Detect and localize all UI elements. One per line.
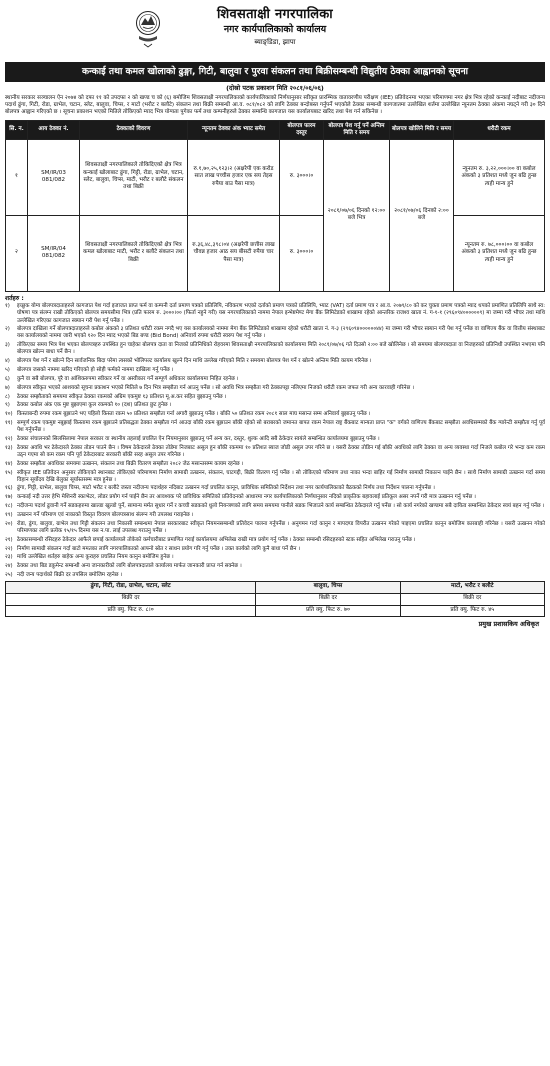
term-text: ठेक्का कबोल अंक एक मुष्ट बुझाएमा कुल रकमको १० (दश) प्रतिशत छुट हुनेछ । bbox=[17, 402, 172, 409]
col-submission: बोलपत्र पेश गर्नु पर्ने अन्तिम मिति र समय bbox=[324, 120, 390, 139]
col-code: आय ठेक्का नं. bbox=[28, 120, 80, 139]
col-description: ठेक्काको विवरण bbox=[80, 120, 188, 139]
office-location: ब्याङ्डिडा, झापा bbox=[254, 37, 296, 46]
term-number: २३) bbox=[5, 554, 13, 561]
rate-value: प्रति क्यु. फिट रु. ४५ bbox=[400, 605, 544, 617]
term-text: ठेक्का अवधि भर ठेकेदारले ठेक्का तोडन पाउने छैन । विषम ठेकेदारले ठेक्का तोडेमा निजबाट असुल हुन बाँकी रकममा १० प्रतिशत ब्याज जोडी असुल उपर गरिने छ । यसरी ठेक्का तोडिन गई बाँकी अवधिको लागि ठेक्का वा अन्य व्यवस्था गर्दा निजले कबोल गरे भन्दा कम रकम उठ्न गएमा सो कम रकम पनि पूर्व ठेकेदारबाट सरकारी बाँकी सरह असुल उपर गरिनेछ । bbox=[17, 444, 545, 458]
list-item bbox=[5, 546, 545, 553]
rates-table bbox=[5, 581, 545, 617]
term-text: कुनै वा सबै बोलपत्र, पूरै वा आंशिकरुपमा स्वीकार गर्ने वा अस्वीकार गर्ने सम्पूर्ण अधिकार कार्यालयमा निहित रहनेछ । bbox=[17, 375, 239, 382]
term-text: ठेक्का संचालनको सिलसिलामा नेपाल सरकार वा स्थानीय तहलाई प्रचलित ऐन नियमानुसार बुझाउनु पर्ने अन्य कर, दस्तुर, शुल्क आदि सबै ठेकेदार स्वयंले सम्बन्धित कार्यालयमा बुझाउनु पर्नेछ । bbox=[17, 435, 380, 442]
rate-label: बिक्री दर bbox=[6, 593, 256, 605]
list-item bbox=[5, 376, 545, 383]
term-text: उत्खनन गर्ने परिमाण एवं नाकाको विस्तृत विवरण बोलपत्रसाथ संलग्न गरी उपलब्ध गराइनेछ । bbox=[17, 511, 194, 518]
term-text: माथि उल्लेखित शर्तहरु बाहेक अन्य कुराहरु प्रचलित नियम कानुन बमोजिम हुनेछ । bbox=[17, 554, 174, 561]
term-number: १) bbox=[5, 303, 10, 310]
table-row bbox=[6, 605, 545, 617]
rates-header-row bbox=[6, 581, 545, 593]
rate-label: बिक्री दर bbox=[256, 593, 400, 605]
term-text: तोकिएका समय भित्र पेश भएका बोलपत्रहरु उपस्थित हुन चाहेका बोलपत्र दाता वा निजको प्रतिनिधिको रोहवरमा शिवसताक्षी नगरपालिकाको कार्यालयमा मिति २०८१/०७/०६ गते दिउसो २:०० बजे खोलिनेछ । सो समयमा बोलपत्रदाता वा निजहरुको प्रतिनिधी उपस्थित नभएमा पनि बोलपत्र खोल्न बाधा पर्ने छैन । bbox=[17, 342, 545, 356]
term-text: कन्काई नदी उत्तर हेभि मेशिनरी स्काभेटर, लोडर प्रयोग गर्न पाईने छैन तर आवश्यक परे प्राविधिक समितिको प्रतिवेदनको आधारमा नगर कार्यपालिकाको निर्णयानुसार नदिको प्राकृतिक बहावलाई प्रतिकूल असर नपर्ने गरी मात्र उत्खनन गर्नु पर्नेछ । bbox=[17, 494, 476, 501]
term-text: बोलपत्र जसको नाममा खरिद गरिएको हो सोही फर्मको नाममा दाखिला गर्नु पर्नेछ । bbox=[17, 366, 174, 373]
list-item bbox=[5, 303, 545, 324]
term-number: ११) bbox=[5, 420, 13, 427]
tender-table-header bbox=[6, 120, 545, 139]
list-item bbox=[5, 554, 545, 561]
list-item bbox=[5, 470, 545, 484]
submission-deadline: २०८१/०७/०६ दिनको १२:०० बजे भित्र bbox=[324, 139, 390, 291]
term-text: नदी जन्य पदार्थको बिक्री दर तपसिल बमोजिम रहनेछ । bbox=[17, 572, 123, 579]
term-number: ४) bbox=[5, 358, 10, 365]
row-code: SM/IR/03 081/082 bbox=[28, 139, 80, 215]
rate-col-soil: माटो, भरौट र बलौटे bbox=[400, 581, 544, 593]
list-item bbox=[5, 445, 545, 459]
tender-table bbox=[5, 120, 545, 292]
row-form-fee: रु. ३०००।० bbox=[280, 139, 324, 215]
list-item bbox=[5, 394, 545, 401]
list-item bbox=[5, 326, 545, 340]
list-item bbox=[5, 402, 545, 409]
term-number: २) bbox=[5, 326, 10, 333]
term-number: १६) bbox=[5, 485, 13, 492]
office-name: नगर कार्यपालिकाको कार्यालय bbox=[223, 24, 327, 36]
term-number: १८) bbox=[5, 503, 13, 510]
term-number: ३) bbox=[5, 342, 10, 349]
list-item bbox=[5, 385, 545, 392]
term-text: नदीजन्य पदार्थ ढुवानी गर्ने सडकहरुमा खाल्डा खुल्डो पुर्ने, सामान्य मर्मत सुधार गर्ने र कच्ची सडकको धुलो नियन्त्रणको लागि समय समयमा पानीले सडक भिजाउने कार्य सम्बन्धित ठेकेदारले गर्नु पर्नेछ । सो कार्य नगरेको खण्डमा सबै दायित्व सम्बन्धित ठेकेदार स्वयं बहन गर्नु पर्नेछ । bbox=[17, 503, 545, 510]
term-number: १७) bbox=[5, 494, 13, 501]
notice-title: कन्काई तथा कमल खोलाको ढुङ्गा, गिटी, बालुवा र पुरवा संकलन तथा बिक्रीसम्बन्धी विद्युतीय ठेक्का आह्वानको सूचना bbox=[5, 62, 545, 82]
terms-list bbox=[5, 303, 545, 579]
rate-value: प्रति क्यु. फिट रु. ८।० bbox=[6, 605, 256, 617]
rate-col-sand: बालुवा, चिप्स bbox=[256, 581, 400, 593]
list-item bbox=[5, 521, 545, 535]
term-text: बोलपत्र स्वीकृत भएको आशयको सूचना प्रकाशन भएको मितिले ७ दिन भित्र सम्झौता गर्न आउनु पर्नेछ । सो अवधि भित्र सम्झौता गरी ठेक्कापट्टा नलिएमा निजको धरौटी रकम जफत गरी अन्य कारवाही गरिनेछ । bbox=[17, 384, 414, 391]
term-text: सम्पूर्ण रकम एकमुष्ट नबुझाई किस्तामा रकम बुझाउने प्रतिबद्धता ठेक्का सम्झौता गर्न आउदा बाँकी रकम बुझाउन बाँकी रहेको सो बराबरको जमानत बापत रकम नेपाल राष्ट्र बैंकबाट मान्यता प्राप्त "क" वर्गको वाणिज्य बैंकबाट सम्झौता अवधिसम्मको बैंक ग्यारेन्टी सम्झौता गर्नु पूर्व पेश गर्नुपर्नेछ । bbox=[17, 420, 545, 434]
term-number: २४) bbox=[5, 563, 13, 570]
signoff: प्रमुख प्रशासकिय अधिकृत bbox=[478, 620, 539, 629]
term-number: २५) bbox=[5, 572, 13, 579]
row-deposit: न्यूनतम रु. ३,२२,०००।०० वा कबोल अंकको ३ प्रतिशत मध्ये जुन बढि हुन्छ त्यही मान्य हुने bbox=[454, 139, 545, 215]
row-min-amount: रु.१,७०,२५,१२३।२ (अक्षरेपी एक करोड सात लाख पच्चीस हजार एक सय तेइस रुपैया बाउ पैसा मात्र) bbox=[188, 139, 280, 215]
row-sn: १ bbox=[6, 139, 28, 215]
term-number: ८) bbox=[5, 393, 10, 400]
term-number: ९) bbox=[5, 402, 10, 409]
rate-label: बिक्री दर bbox=[400, 593, 544, 605]
col-min-amount: न्यूनतम ठेक्का अंक भ्याट समेत bbox=[188, 120, 280, 139]
row-description: शिवसताक्षी नगरपालिकाले तोकिदिएको क्षेत्र भित्र कमल खोलाबाट माटी, भरौट र बलौटे संकलन तथा बिक्री bbox=[80, 215, 188, 291]
term-number: १३) bbox=[5, 444, 13, 451]
list-item bbox=[5, 420, 545, 434]
row-description: शिवसताक्षी नगरपालिकाले तोकिदिएको क्षेत्र भित्र कन्काई खोलाबाट ढुंगा, गिट्टी, रोडा, ग्राभेल, चटान, स्लेट, बालुवा, चिप्स, माटी, भरौट र बलौटे संकलन तथा बिक्री bbox=[80, 139, 188, 215]
col-sn: सि. न. bbox=[6, 120, 28, 139]
term-number: ५) bbox=[5, 366, 10, 373]
term-number: ६) bbox=[5, 375, 10, 382]
term-text: ठेक्का तथा बिड डकुमेन्ट सम्बन्धी अन्य जानकारीको लागि बोलपत्रदाताले कार्यालय मार्फत जानकारी प्राप्त गर्न सक्नेछ । bbox=[17, 563, 242, 570]
list-item bbox=[5, 485, 545, 492]
rate-col-stone: ढुंगा, गिटी, रोडा, ग्राभेल, चटान, स्लेट bbox=[6, 581, 256, 593]
term-text: ढुंगा, गिट्टी, ग्राभेल, बालुवा चिप्स, माटो भरौट र बलौटे जस्ता नदीजन्य पदार्थहरु नदिबाट उत्खनन गर्दा प्रचलित कानून, प्राविधिक समितिको निर्देशन तथा नगर कार्यपालिकाको बैठकको निर्णय तथा निर्देशन पालना गर्नुपर्नेछ । bbox=[17, 485, 435, 492]
row-deposit: न्यूनतम रु. ७८,०००।०० वा कबोल अंकको ३ प्रतिशत मध्ये जुन बढि हुन्छ त्यही मान्य हुने bbox=[454, 215, 545, 291]
row-sn: २ bbox=[6, 215, 28, 291]
term-text: बोलपत्र पेश गर्ने र खोल्ने दिन सार्वजनिक बिदा परेमा त्यसको भोलिपल्ट कार्यालय खुल्ने दिन माथि उल्लेख गरिएको मिति र समयमा बोलपत्र पेश गर्ने र खोल्ने अन्तिम मिति कायम गरिनेछ । bbox=[17, 358, 372, 365]
row-form-fee: रु. ३०००।० bbox=[280, 215, 324, 291]
term-text: स्वीकृत IEE प्रतिवेदन अनुसार तोकिएको स्थानबाट तोकिएको परिमाणमा निर्माण सामाग्री उत्खनन, संकलन, घाटगद्दी, बिक्री वितरण गर्नु पर्नेछ । सो तोकिएको परिमाण तथा नाका भन्दा बाहिर गई निर्माण सामाग्री निकाल्न पाईने छैन । साथै निर्माण सामाग्री उत्खनन गर्दा समय विहान सूर्योदय देखि बेलुका सूर्यास्तसम्म मात्र हुनेछ । bbox=[17, 469, 545, 483]
list-item bbox=[5, 572, 545, 579]
list-item bbox=[5, 367, 545, 374]
col-opening: बोलपत्र खोलिने मिति र समय bbox=[390, 120, 454, 139]
list-item bbox=[5, 537, 545, 544]
notice-header bbox=[5, 6, 545, 62]
intro-paragraph: स्थानीय सरकार सञ्चालन ऐन २०७४ को दफा ११ को उपदफा २ को खण्ड च को (६) बमोजिम शिवसताक्षी नगरपालिकाको कार्यपालिकाको निर्णयानुसार स्वीकृत प्रारम्भिक वातावरणीय परीक्षण (IEE) प्रतिवेदनमा भएका परिमाणमा नगर क्षेत्र भित्र रहेको कन्काई नदीबाट नदीजन्य पदार्थ ढुंगा, गिटी, रोडा, ग्राभेल, चटान, स्लेट, बालुवा, चिप्स, र माटो (भरौट र बलौटे) संकलन तथा बिक्री सम्बन्धी आ.व. ०८१/०८२ को लागि ठेक्का बन्दोबस्त गर्नुपर्ने भएकोले ठेक्का सम्बन्धी कागजातमा उल्लेखित शर्तमा उल्लेखित न्यूनतम ठेक्का अंकमा नघट्ने गरी ३० दिने बोलपत्र आह्वान गरिएको छ । सूचना प्रकाशन भएको मितिले तोकिएको म्याद भित्र योग्यता पुगेका फर्म तथा कम्पनीहरुले ठेक्का सम्बन्धि कागजात यस कार्यालयबाट खरिद तथा पेश गर्न सकिनेछ । bbox=[5, 94, 545, 116]
term-text: ठेक्कासम्बन्धी रसिदहरु ठेकेदार आफैले छपाई कार्यालयले तोकेको कर्मचारीबाट प्रमाणित गराई कार्यालयमा अभिलेख राखी मात्र प्रयोग गर्नु पर्नेछ । ठेक्का सम्बन्धी रसिदहरुको स्टक सहित अभिलेख गराउनु पर्नेछ । bbox=[17, 536, 416, 543]
term-text: किस्ताबन्दी रुपमा रकम बुझाउने भए पहिलो किस्ता रकम ५० प्रतिशत सम्झौता गर्ना अगावै बुझाउनु पर्नेछ । बाँकी ५० प्रतिशत रकम २०८१ साल माघ मसान्त सम्म अनिवार्य बुझाउनु पर्नेछ । bbox=[17, 411, 371, 418]
term-text: बोलपत्र दाखिला गर्ने बोलपत्रदाताहरुले कबोल अंकको ३ प्रतिशत धरौटी रकम नगदै भए यस कार्यालयको नाममा मेगा बैंक लिमिटेडको शाखामा रहेको धरौटी खाता नं. ग-३ (२९६०९४००००००४४) मा जम्मा गरी भौचर स्क्यान गरी पेश गर्नु पर्नेछ वा वाणिज्य बैंक वा वित्तीय संस्थाबाट यस कार्यालयको नाममा जारी भएको १२० दिन म्याद भएको बिड बण्ड (Bid Bond) अनिवार्य रुपमा धरौटी स्वरुप पेश गर्नु पर्नेछ । bbox=[17, 326, 545, 340]
term-number: २१) bbox=[5, 536, 13, 543]
term-text: इच्छुक योग्य बोलपत्रदाताहरुले कागजात पेश गर्दा इजाजत प्राप्त फर्म वा कम्पनी दर्ता प्रमाण पत्रको प्रतिलिपि, नविकरण भएको दर्ताको प्रमाण पत्रको प्रतिलिपि, भ्याट (VAT) दर्ता प्रमाण पत्र र आ.व. २०७९/८० को कर चुक्ता प्रमाण पत्रको म्याद थपको प्रमाणित प्रतिलिपि साथै स्व: घोषणा पत्र संलग्न राखी तोकिएको बोलपत्र समयसीमा भित्र (प्रति फारम रु. ३०००।०० (फिर्ता नहुने गरी) यस नगरपालिकाको नाममा नेपाल इन्भेष्टमेण्ट मेगा बैंक लिमिटेडको शाखामा रहेको आन्तरिक राजश्व खाता नं. ग-१-१ (२९६०९४००००००९) मा जम्मा गरी भौचर तथा माथि उल्लेखित गरिएका कागजात स्क्यान गरी पेश गर्नु पर्नेछ । bbox=[17, 303, 545, 324]
opening-time: २०८१/०७/०६ दिनको २:०० बजे bbox=[390, 139, 454, 291]
list-item bbox=[5, 563, 545, 570]
term-number: १५) bbox=[5, 469, 13, 476]
list-item bbox=[5, 503, 545, 510]
term-number: १४) bbox=[5, 460, 13, 467]
table-row bbox=[6, 593, 545, 605]
list-item bbox=[5, 358, 545, 365]
col-form-fee: बोलपत्र फारम दस्तुर bbox=[280, 120, 324, 139]
list-item bbox=[5, 436, 545, 443]
list-item bbox=[5, 512, 545, 519]
row-min-amount: रु.३६,४८,३९८।०४ (अक्षरेपी छत्तीस लाख चौवन्न हजार आठ सय बीसटी रुपैया चार पैसा मात्र) bbox=[188, 215, 280, 291]
term-number: १०) bbox=[5, 411, 13, 418]
municipality-name: शिवसताक्षी नगरपालिका bbox=[217, 7, 333, 22]
term-number: २२) bbox=[5, 545, 13, 552]
table-row bbox=[6, 139, 545, 215]
term-text: ठेक्का सम्झौताको समयमा स्वीकृत ठेक्का रकमको अग्रिम एकमुष्ट १३ प्रतिशत मू.अ.कर सहित बुझाउनु पर्नेछ । bbox=[17, 393, 227, 400]
term-text: निर्माण सामाग्री संकलन गर्दा बाटो ममतका लागि नगरपालिकाको आफ्नो स्रोत र साधन प्रयोग गरि गर्नु पर्नेछ । उक्त कार्यको लागि कुनै बाधा पर्ने छैन । bbox=[17, 545, 301, 552]
rate-value: प्रति क्यु. फिट रु. ७० bbox=[256, 605, 400, 617]
term-number: १९) bbox=[5, 511, 13, 518]
term-number: २०) bbox=[5, 520, 13, 527]
list-item bbox=[5, 342, 545, 356]
list-item bbox=[5, 494, 545, 501]
list-item bbox=[5, 411, 545, 418]
col-deposit: धरौटी रकम bbox=[454, 120, 545, 139]
row-code: SM/IR/04 081/082 bbox=[28, 215, 80, 291]
term-text: रोडा, ढुंगा, बालुवा, ग्राभेल तथा गिट्टी संकलन तथा निकासी सम्बन्धमा नेपाल सरकारबाट स्वीकृत नियमनसम्बन्धी प्रतिवेदन पालना गर्नुपर्नेछ । अनुगमन गर्दा कानुन र मापदण्ड विपरीत उत्खनन गरेको पाइएमा प्रचलित कानून बमोजिम कारबाही गरिनेछ । यसरी उत्खनन गरेको परिमाणका लागि प्रत्येक १५/१५ दिनमा यस न.पा. लाई उपलब्ध गराउनु पर्नेछ । bbox=[17, 520, 545, 534]
list-item bbox=[5, 461, 545, 468]
table-row bbox=[6, 215, 545, 291]
term-text: ठेक्का सम्झौता अवधिका समयमा उत्खनन, संकलन तथा बिक्री वितरण सम्झौता २०८२ जेठ मसान्तसम्म कायम रहनेछ । bbox=[17, 460, 244, 467]
term-number: ७) bbox=[5, 384, 10, 391]
terms-heading: शर्तहरु : bbox=[5, 294, 24, 302]
term-number: १२) bbox=[5, 435, 13, 442]
government-emblem-icon bbox=[135, 8, 161, 48]
publish-date: (दोस्रो पटक प्रकाशन मिति २०८१/०६/०६) bbox=[226, 84, 324, 93]
